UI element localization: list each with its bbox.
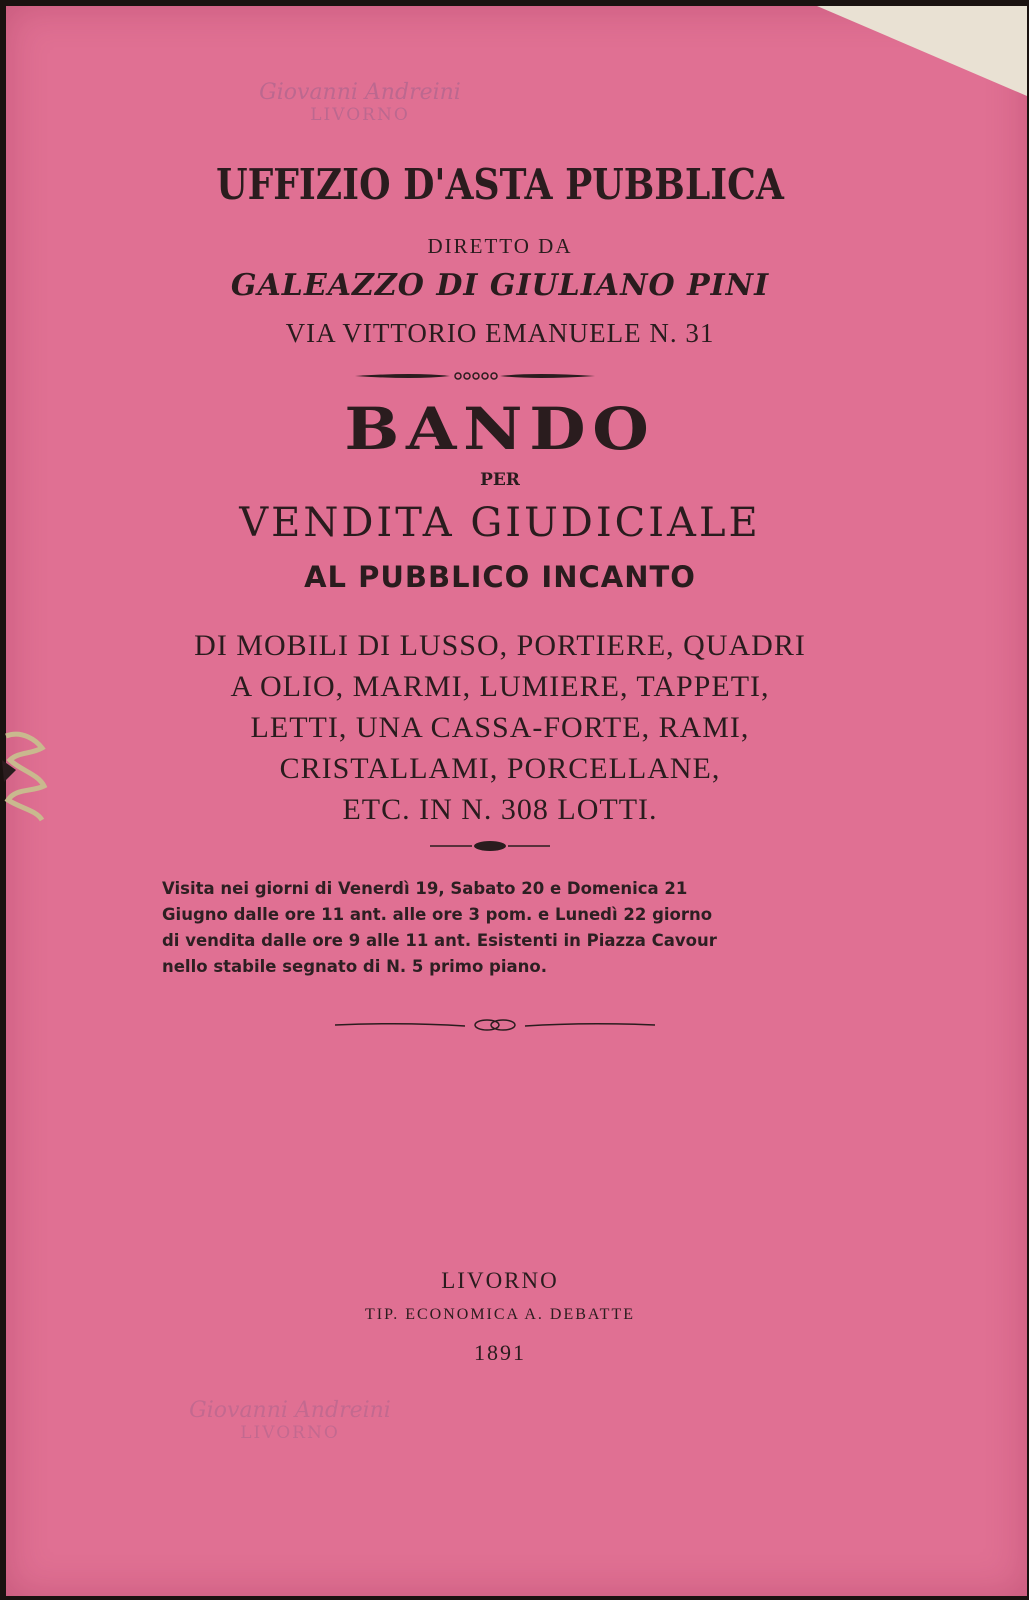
stamp-city: LIVORNO xyxy=(240,1423,340,1443)
notice-line: Visita nei giorni di Venerdì 19, Sabato 20 e Domenica 21 xyxy=(162,879,688,898)
imprint-year: 1891 xyxy=(474,1340,526,1365)
directed-by: DIRETTO DA xyxy=(427,234,573,258)
owner-stamp-top xyxy=(230,80,490,125)
items-line: LETTI, UNA CASSA-FORTE, RAMI, xyxy=(250,711,750,744)
ornament-divider-icon xyxy=(335,1018,655,1032)
stamp-city: LIVORNO xyxy=(310,105,410,125)
items-list xyxy=(0,625,1000,830)
notice-line: Giugno dalle ore 11 ant. alle ore 3 pom. e Lunedì 22 giorno xyxy=(162,905,713,924)
items-line: ETC. IN N. 308 LOTTI. xyxy=(342,793,658,826)
notice-line: nello stabile segnato di N. 5 primo piano. xyxy=(162,957,547,976)
ornament-divider-icon xyxy=(355,370,595,382)
stamp-owner-name: Giovanni Andreini xyxy=(189,1398,391,1423)
viewing-notice xyxy=(162,876,822,980)
items-line: DI MOBILI DI LUSSO, PORTIERE, QUADRI xyxy=(194,629,806,662)
office-address: VIA VITTORIO EMANUELE N. 31 xyxy=(285,318,715,348)
torn-corner xyxy=(817,6,1027,96)
notice-subtitle: VENDITA GIUDICIALE xyxy=(239,500,761,546)
office-heading: UFFIZIO D'ASTA PUBBLICA xyxy=(216,160,784,209)
ornament-divider-icon xyxy=(430,840,550,852)
items-line: A OLIO, MARMI, LUMIERE, TAPPETI, xyxy=(230,670,770,703)
director-name: GALEAZZO DI GIULIANO PINI xyxy=(230,268,770,303)
notice-subtitle-2: AL PUBBLICO INCANTO xyxy=(304,560,696,594)
imprint-city: LIVORNO xyxy=(441,1268,559,1293)
notice-line: di vendita dalle ore 9 alle 11 ant. Esistenti in Piazza Cavour xyxy=(162,931,717,950)
owner-stamp-bottom xyxy=(160,1398,420,1443)
stamp-owner-name: Giovanni Andreini xyxy=(259,80,461,105)
items-line: CRISTALLAMI, PORCELLANE, xyxy=(279,752,721,785)
imprint-printer: TIP. ECONOMICA A. DEBATTE xyxy=(364,1306,635,1323)
notice-title: BANDO xyxy=(344,395,656,463)
notice-per: PER xyxy=(480,470,520,490)
